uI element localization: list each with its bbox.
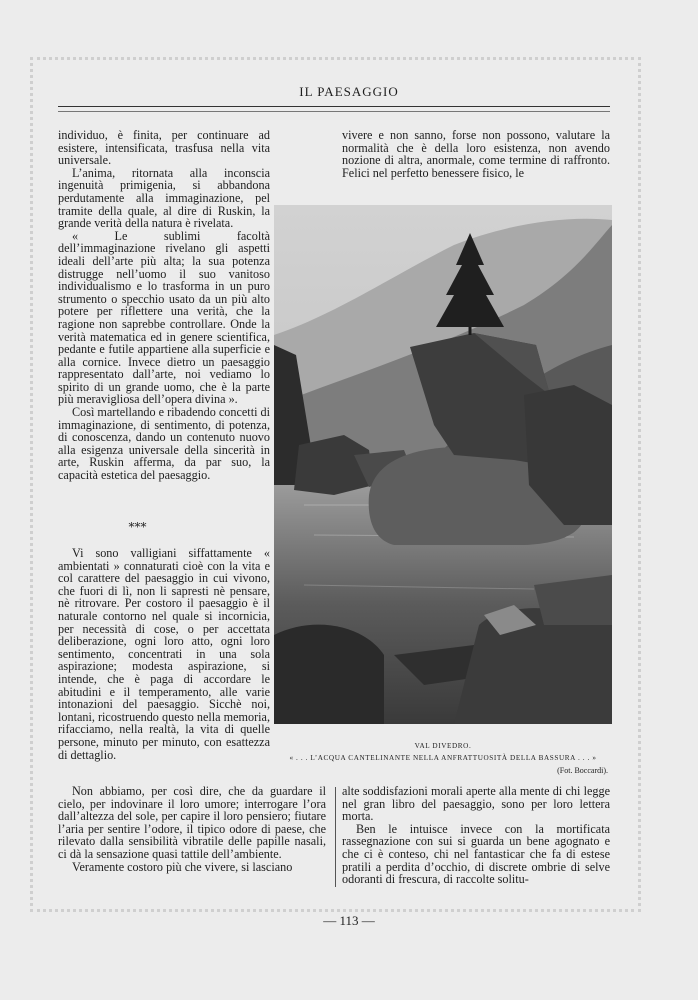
paragraph: Così martellando e ribadendo concetti di immaginazione, di sentimento, di potenza, di conoscenza, dando un contenuto nuovo alla esigenza universale della sincerità in arte, Ruskin afferma, da par suo, la capacità estetica del paesaggio. <box>58 405 270 483</box>
section-break: ⁎⁎⁎ <box>128 516 147 530</box>
page-number: — 113 — <box>323 913 375 928</box>
paragraph: vivere e non sanno, forse non possono, valutare la normalità che è della loro esistenza, non avendo nozione di altra, anormale, come termine di raffronto. Felici nel perfetto benessere fisico, le <box>342 128 610 180</box>
header-rule <box>58 106 610 107</box>
paragraph: individuo, è finita, per continuare ad esistere, intensificata, trasfusa nella vita universale. <box>58 128 270 168</box>
text-column-left-bottom <box>58 785 326 873</box>
paragraph: alte soddisfazioni morali aperte alla mente di chi legge nel gran libro del paesaggio, sono per loro lettera morta. <box>342 784 610 824</box>
running-header: IL PAESAGGIO <box>299 84 399 99</box>
paragraph: Vi sono valligiani siffattamente « ambientati » connaturati cioè con la vita e col carattere del paesaggio in cui vivono, che fuori di lì, non li sapresti nè pensare, nè ritrovare. Per costoro il paesaggio è il naturale contorno nel quale si incornicia, per necessità di cose, o per accettata deliberazione, ogni loro atto, ogni loro sentimento, concentrati in una sola aspirazione; modesta aspirazione, si intende, che è paga di accordare le abitudini e il temperamento, alle varie intonazioni del paesaggio. Sicchè noi, lontani, ricostruendo questo nella memoria, rifacciamo, nella realtà, la vita di quelle persone, minuto per minuto, con esattezza di dettaglio. <box>58 546 270 762</box>
header-rule-thin <box>58 111 610 112</box>
paragraph: « Le sublimi facoltà dell’immaginazione rivelano gli aspetti ideali dell’arte più alta; la sua potenza distrugge nell’uomo il suo vanitoso individualismo e lo trasforma in un puro strumento o specchio usato da un più alto potere per riflettere una verità, che la ragione non saprebbe controllare. Onde la verità matematica ed in genere scientifica, pedante e futile appartiene alla superficie e alla cornice. Invece dietro un paesaggio rappresentato dall’arte, noi vediamo lo spirito di un grande uomo, che è la parte più meravigliosa dell’opera divina ». <box>58 228 270 407</box>
paragraph: Veramente costoro più che vivere, si lasciano <box>72 859 293 874</box>
figure-credit: (Fot. Boccardi). <box>557 766 608 775</box>
text-column-right-top <box>342 129 610 179</box>
landscape-photo <box>274 205 612 724</box>
text-column-left-top <box>58 129 270 482</box>
text-column-left-middle <box>58 547 270 761</box>
column-divider <box>335 787 336 887</box>
paragraph: Ben le intuisce invece con la mortificata rassegnazione con sui si guarda un bene agognato e che ci è conteso, chi nel fantasticar che fa di estese pratili a perdita d’occhio, di discrete ombrie di selve odoranti di frescura, di raccolte solitu- <box>342 821 610 887</box>
text-column-right-bottom <box>342 785 610 886</box>
paragraph: Non abbiamo, per così dire, che da guardare il cielo, per indovinare il loro umore; interrogare l’ora dall’altezza del sole, per capire il loro pensiero; fiutare l’aria per sentire l’odore, il tipico odore di paese, che rilevato dalla sensibilità vibratile delle papille nasali, ci dà la sensazione quasi tattile dell’ambiente. <box>58 784 326 861</box>
figure-place: VAL DIVEDRO. <box>414 742 472 750</box>
paragraph: L’anima, ritornata alla inconscia ingenuità primigenia, si abbandona perdutamente alla immaginazione, pel tramite della quale, al dire di Ruskin, la grande verità della natura è rivelata. <box>58 165 270 231</box>
figure-caption: « . . . L’ACQUA CANTELINANTE NELLA ANFRATTUOSITÀ DELLA BASSURA . . . » <box>289 754 597 762</box>
